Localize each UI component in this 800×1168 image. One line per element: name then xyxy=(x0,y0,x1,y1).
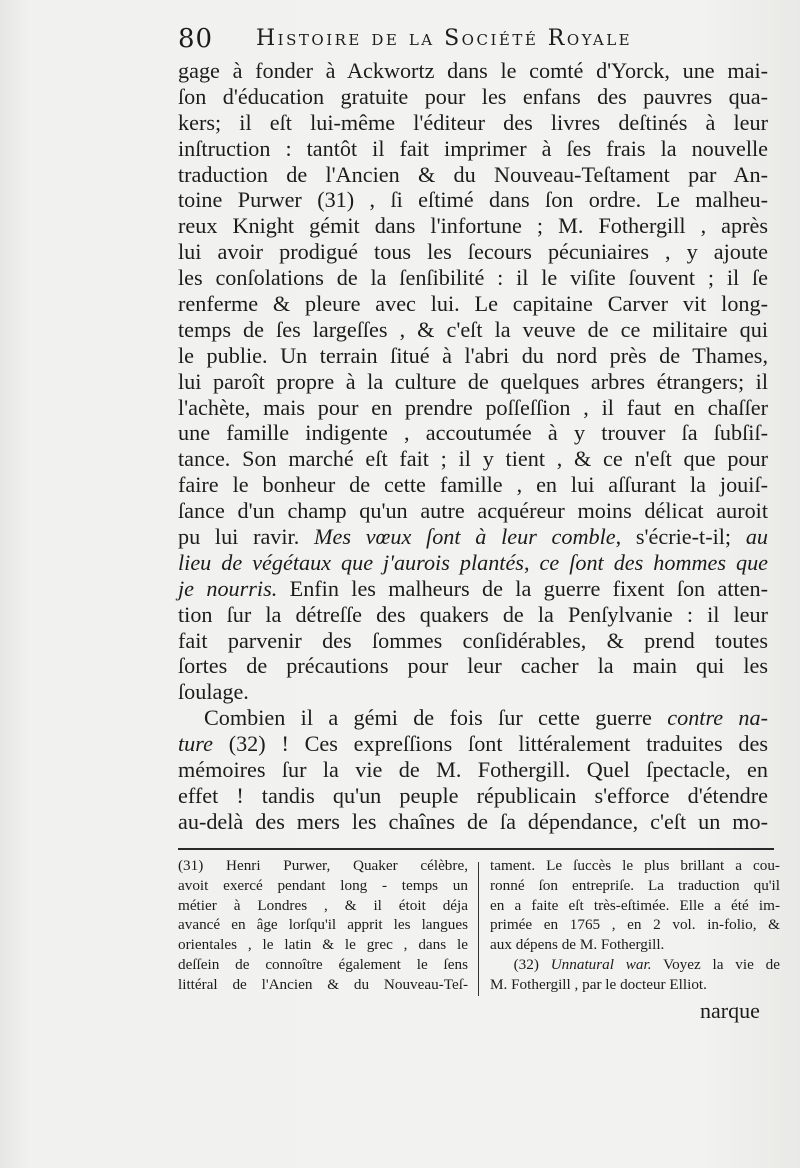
running-title: Histoire de la Société Royale xyxy=(256,26,633,51)
text-line: ſon d'éducation gratuite pour les enfans des pauvres qua- xyxy=(178,83,768,109)
footnote-line: ronné ſon entrepriſe. La traduction qu'il xyxy=(490,876,780,894)
italic-quote: au xyxy=(745,524,769,550)
body-text xyxy=(178,58,768,835)
text-line: lui avoir prodigué tous les ſecours pécuniaires , y ajoute xyxy=(178,239,768,265)
text-line: lui paroît propre à la culture de quelques arbres étrangers; il xyxy=(178,368,768,394)
text-line: une famille indigente , accoutumée à y trouver ſa ſubſiſ- xyxy=(178,420,768,446)
page-header xyxy=(178,22,778,54)
footnote-rule xyxy=(178,848,774,850)
footnote-text: Voyez la vie de xyxy=(663,955,780,973)
footnote-line: métier à Londres , & il étoit déja xyxy=(178,896,468,914)
text-line: reux Knight gémit dans l'infortune ; M. Fothergill , après xyxy=(178,213,768,239)
footnote-line: M. Fothergill , par le docteur Elliot. xyxy=(490,975,707,993)
text-line: ſortes de précautions pour leur cacher la main qui les xyxy=(178,653,768,679)
text-line: effet ! tandis qu'un peuple républicain s'efforce d'étendre xyxy=(178,782,768,808)
text-line: mémoires ſur la vie de M. Fothergill. Quel ſpectacle, en xyxy=(178,757,768,783)
text-line: l'achète, mais pour en prendre poſſeſſion , il faut en chaſſer xyxy=(178,394,768,420)
italic-quote: ce ſont des hommes que xyxy=(539,549,769,575)
footnote-column-right xyxy=(490,856,780,995)
italic-quote: je nourris. xyxy=(178,575,278,601)
text-line: au-delà des mers les chaînes de ſa dépendance, c'eſt un mo- xyxy=(178,808,768,834)
footnote-line: littéral de l'Ancien & du Nouveau-Teſ- xyxy=(178,975,468,993)
italic-quote: Mes vœux ſont à leur comble xyxy=(314,524,616,550)
footnote-line: tament. Le ſuccès le plus brillant a cou- xyxy=(490,857,780,874)
text-line: ſance d'un champ qu'un autre acquéreur moins délicat auroit xyxy=(178,498,768,524)
catchword: narque xyxy=(700,998,760,1023)
text-line: les conſolations de la ſenſibilité : il le viſite ſouvent ; il ſe xyxy=(178,265,768,291)
footnotes xyxy=(178,856,778,996)
text-line: kers; il eſt lui-même l'éditeur des livres deſtinés à leur xyxy=(178,109,768,135)
footnote-number: (32) xyxy=(513,955,539,973)
italic-term: ture xyxy=(178,731,213,757)
text-segment: (32) ! Ces expreſſions ſont littéralement traduites des xyxy=(228,731,768,757)
text-line-with-italic xyxy=(178,524,768,550)
text-segment: pu lui ravir. xyxy=(178,524,300,550)
footnote-line: (31) Henri Purwer, Quaker célèbre, xyxy=(178,857,468,874)
column-divider xyxy=(478,862,479,996)
text-segment: Enfin les malheurs de la guerre fixent ſon atten- xyxy=(289,575,768,601)
text-line: tance. Son marché eſt fait ; il y tient , & ce n'eſt que pour xyxy=(178,446,768,472)
text-line-with-italic xyxy=(178,550,768,576)
footnote-line: en a faite eſt très-eſtimée. Elle a été im- xyxy=(490,896,780,914)
text-line: le publie. Un terrain ſitué à l'abri du nord près de Thames, xyxy=(178,342,768,368)
text-line-with-italic xyxy=(178,705,768,731)
footnote-line: avancé en âge lorſqu'il apprit les langues xyxy=(178,916,468,934)
text-line: traduction de l'Ancien & du Nouveau-Teſtament par An- xyxy=(178,161,768,187)
page-number: 80 xyxy=(178,24,214,54)
text-line: tion ſur la détreſſe des quakers de la Penſylvanie : il leur xyxy=(178,601,768,627)
footnote-line xyxy=(490,955,780,975)
text-line: ſoulage. xyxy=(178,679,249,705)
text-segment: , s'écrie-t-il; xyxy=(615,524,732,550)
text-line: toine Purwer (31) , ſi eſtimé dans ſon ordre. Le malheu- xyxy=(178,187,768,213)
text-line-with-italic xyxy=(178,731,768,757)
footnote-line: deſſein de connoître également le ſens xyxy=(178,955,468,973)
italic-term: contre na- xyxy=(667,705,769,731)
text-segment: , xyxy=(523,549,530,575)
text-line: renferme & pleure avec lui. Le capitaine Carver vit long- xyxy=(178,291,768,317)
text-line: temps de ſes largeſſes , & c'eſt la veuve de ce militaire qui xyxy=(178,316,768,342)
footnote-line: avoit exercé pendant long - temps un xyxy=(178,876,468,894)
footnote-column-left xyxy=(178,856,468,995)
italic-quote: lieu de végétaux que j'aurois plantés xyxy=(178,549,524,575)
footnote-italic: Unnatural war. xyxy=(550,955,652,973)
text-segment: Combien il a gémi de fois ſur cette guerre xyxy=(204,705,652,731)
footnote-line: aux dépens de M. Fothergill. xyxy=(490,936,665,954)
text-line: fait parvenir des ſommes conſidérables, & prend toutes xyxy=(178,627,768,653)
text-line: inſtruction : tantôt il fait imprimer à ſes frais la nouvelle xyxy=(178,135,768,161)
text-line: faire le bonheur de cette famille , en lui aſſurant la jouiſ- xyxy=(178,472,768,498)
footnote-line: orientales , le latin & le grec , dans le xyxy=(178,936,468,954)
footnote-line: primée en 1765 , en 2 vol. in-folio, & xyxy=(490,916,780,934)
text-line-with-italic xyxy=(178,576,768,602)
text-line: gage à fonder à Ackwortz dans le comté d'Yorck, une mai- xyxy=(178,58,768,83)
